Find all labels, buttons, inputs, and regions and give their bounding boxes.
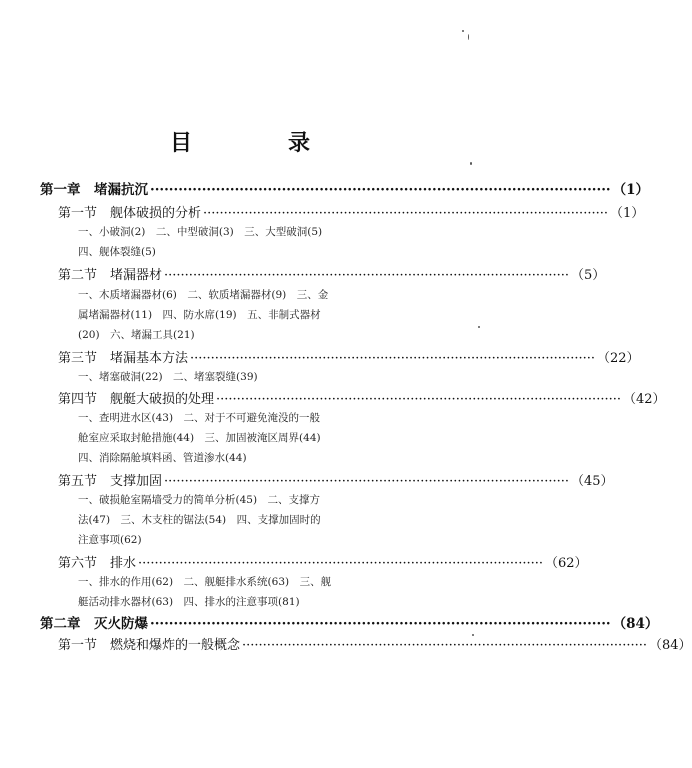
- toc-entry-label: 第五节 支撑加固: [58, 474, 163, 489]
- toc-section-1-2[interactable]: [58, 264, 606, 283]
- dot-leader: ··································································································: [138, 556, 543, 571]
- toc-subentry: 四、消除隔舱填料函、管道渗水(44): [78, 452, 247, 464]
- dot-leader: ··································································································: [203, 206, 608, 221]
- toc-subentry: 艇活动排水器材(63) 四、排水的注意事项(81): [78, 596, 300, 608]
- toc-page-number: （62）: [544, 556, 588, 571]
- dot-leader: ··································································································: [150, 616, 611, 632]
- toc-subentry: 属堵漏器材(11) 四、防水席(19) 五、非制式器材: [78, 309, 321, 321]
- toc-subentry: 法(47) 三、木支柱的锯法(54) 四、支撑加固时的: [78, 514, 321, 526]
- scan-speck: [470, 162, 472, 165]
- toc-entry-label: 第一章 堵漏抗沉: [40, 182, 148, 198]
- toc-page-number: （45）: [570, 474, 614, 489]
- toc-page-number: （5）: [570, 268, 606, 283]
- toc-subentry: 一、小破洞(2) 二、中型破洞(3) 三、大型破洞(5): [78, 226, 323, 238]
- toc-entry-label: 第一节 舰体破损的分析: [58, 206, 202, 221]
- toc-subentry: 注意事项(62): [78, 534, 142, 546]
- toc-section-1-5[interactable]: [58, 470, 614, 489]
- toc-entry-label: 第四节 舰艇大破损的处理: [58, 392, 215, 407]
- toc-title-char-2: 录: [287, 131, 310, 156]
- toc-subentry: 一、排水的作用(62) 二、舰艇排水系统(63) 三、舰: [78, 576, 332, 588]
- toc-section-1-3[interactable]: [58, 347, 640, 366]
- toc-page-number: （84）: [648, 638, 692, 653]
- scan-speck: [468, 34, 469, 40]
- toc-entry-label: 第一节 燃烧和爆炸的一般概念: [58, 638, 241, 653]
- scan-speck: [478, 326, 480, 328]
- scan-speck: [462, 30, 464, 32]
- toc-entry-label: 第三节 堵漏基本方法: [58, 351, 189, 366]
- toc-chapter-2[interactable]: [40, 612, 659, 632]
- toc-page-number: （22）: [596, 351, 640, 366]
- toc-subentry: 一、堵塞破洞(22) 二、堵塞裂缝(39): [78, 371, 258, 383]
- toc-chapter-1[interactable]: [40, 178, 650, 198]
- toc-subentry: 一、木质堵漏器材(6) 二、软质堵漏器材(9) 三、金: [78, 289, 329, 301]
- toc-entry-label: 第六节 排水: [58, 556, 137, 571]
- dot-leader: ··································································································: [216, 392, 621, 407]
- dot-leader: ··································································································: [164, 268, 569, 283]
- toc-subentry: 一、破损舱室隔墙受力的简单分析(45) 二、支撑方: [78, 494, 321, 506]
- toc-page-number: （84）: [612, 616, 659, 632]
- toc-title-char-1: 目: [170, 131, 193, 156]
- toc-section-1-1[interactable]: [58, 202, 645, 221]
- toc-section-2-1[interactable]: [58, 634, 692, 653]
- dot-leader: ··································································································: [164, 474, 569, 489]
- toc-page-number: （1）: [609, 206, 645, 221]
- dot-leader: ··································································································: [150, 182, 611, 198]
- toc-entry-label: 第二章 灭火防爆: [40, 616, 148, 632]
- toc-subentry: 四、舰体裂缝(5): [78, 246, 156, 258]
- dot-leader: ··································································································: [190, 351, 595, 366]
- dot-leader: ··································································································: [242, 638, 647, 653]
- toc-page-number: （1）: [612, 182, 650, 198]
- toc-subentry: 舱室应采取封舱措施(44) 三、加固被淹区周界(44): [78, 432, 321, 444]
- toc-title: [170, 126, 310, 157]
- toc-subentry: 一、查明进水区(43) 二、对于不可避免淹没的一般: [78, 412, 321, 424]
- toc-entry-label: 第二节 堵漏器材: [58, 268, 163, 283]
- toc-section-1-4[interactable]: [58, 388, 666, 407]
- toc-subentry: (20) 六、堵漏工具(21): [78, 329, 195, 341]
- toc-page-number: （42）: [622, 392, 666, 407]
- toc-section-1-6[interactable]: [58, 552, 588, 571]
- scan-speck: [472, 634, 474, 636]
